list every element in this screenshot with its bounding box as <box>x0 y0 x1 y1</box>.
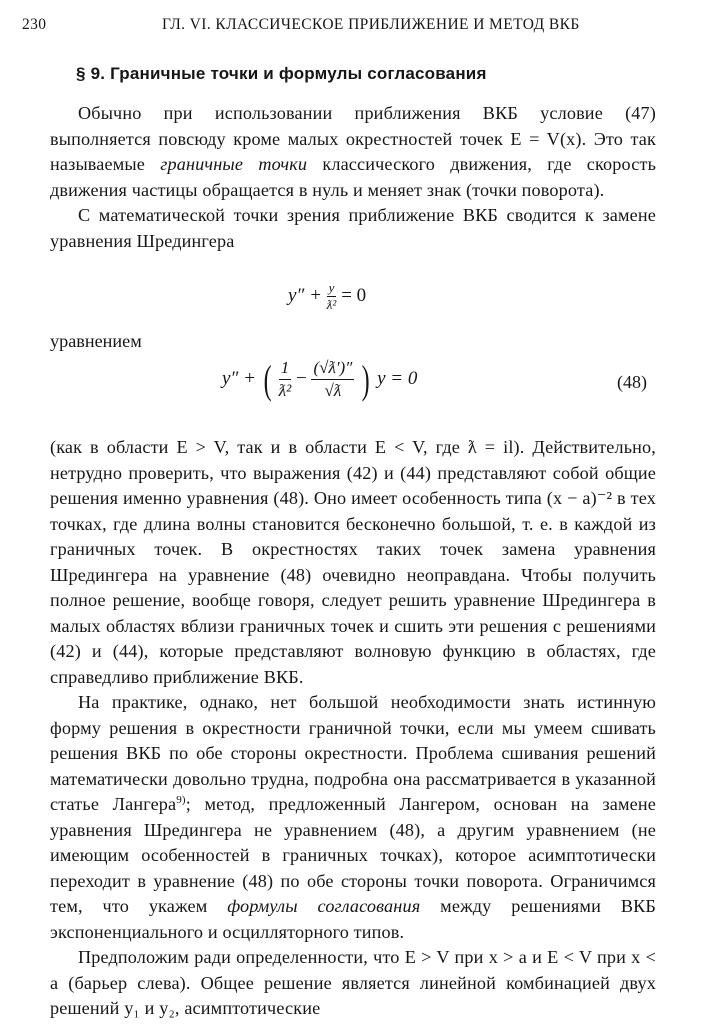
eq48-f2-denominator: √ƛ <box>324 381 342 400</box>
section-title: § 9. Граничные точки и формулы согласования <box>76 64 487 83</box>
main-text <box>50 435 656 1022</box>
eq1-numerator: y <box>328 280 335 295</box>
eq48-minus: − <box>296 367 307 389</box>
paragraph-4 <box>50 690 656 945</box>
p4-text-a: На практике, однако, нет большой необходимости знать истинную форму решения в окрестности граничной точки, если мы умеем сшивать решения ВКБ по обе стороны окрестности. Проблема сшивания решений математически довольно трудна, подробна она рассматривается в указанной статье Лангера <box>50 692 656 814</box>
p1-text-b: классического движения, где скорость движения частицы обращается в нуль и меняет знак (точки поворота). <box>50 154 657 200</box>
equation-number: (48) <box>617 372 647 392</box>
paragraph-1 <box>50 101 656 203</box>
eq1-rhs: = 0 <box>341 284 367 306</box>
running-head <box>22 16 662 40</box>
eq48-fraction-2 <box>311 357 354 402</box>
eq48-fraction-1 <box>279 357 292 402</box>
intro-text <box>50 101 656 254</box>
eq48-f2-numerator: (√ƛ′)″ <box>311 357 354 380</box>
eq48-lhs: y″ + <box>222 367 256 389</box>
footnote-ref: 9) <box>176 794 186 806</box>
p1-emphasis: граничные точки <box>160 154 308 174</box>
p1-text-a: Обычно при использовании приближения ВКБ условие (47) выполняется повсюду кроме малых окрестностей точек E = V(x). Это так называемые <box>50 103 656 174</box>
eq1-fraction <box>327 280 337 313</box>
right-paren: ) <box>361 356 370 402</box>
page-number: 230 <box>22 16 47 33</box>
eq1-denominator: ƛ² <box>326 297 337 312</box>
equation-schrodinger <box>288 280 366 313</box>
running-title: ГЛ. VI. КЛАССИЧЕСКОЕ ПРИБЛИЖЕНИЕ И МЕТОД ВКБ <box>162 16 580 33</box>
paragraph-5: Предположим ради определенности, что E > V при x > a и E < V при x < a (барьер слева). Общее решение является линейной комбинацией двух решений y₁ и y₂, асимптотические <box>50 947 656 1018</box>
left-paren: ( <box>263 356 272 402</box>
paragraph-2: С математической точки зрения приближение ВКБ сводится к замене уравнения Шредингера <box>50 205 656 251</box>
eq48-f1-denominator: ƛ² <box>278 381 292 400</box>
paragraph-3: (как в области E > V, так и в области E < V, где ƛ = il). Действительно, нетрудно проверить, что выражения (42) и (44) представляют собой общие решения именно уравнения (48). Оно имеет особенность типа (x − a)⁻² в тех точках, где длина волны становится бесконечно большой, т. е. в каждой из граничных точек. В окрестностях таких точек замена уравнения Шредингера на уравнение (48) очевидно неоправдана. Чтобы получить полное решение, вообще говоря, следует решить уравнение Шредингера в малых областях вблизи граничных точек и сшить эти решения с решениями (42) и (44), которые представляют волновую функцию в областях, где справедливо приближение ВКБ. <box>50 437 656 687</box>
eq1-lhs: y″ + <box>288 284 322 306</box>
p4-text-b: ; метод, предложенный Лангером, основан на замене уравнения Шредингера не уравнением (48), а другим уравнением (не имеющим особенностей в граничных точках), которое асимптотически переходит в уравнение (48) по обе стороны точки поворота. Ограничимся тем, что укажем <box>50 794 657 916</box>
eq48-f1-numerator: 1 <box>279 357 292 380</box>
p4-text-c: между решениями ВКБ экспоненциального и осцилляторного типов. <box>50 896 656 942</box>
label-uravneniem: уравнением <box>50 331 142 351</box>
eq48-rhs: y = 0 <box>377 367 418 389</box>
p4-emphasis: формулы согласования <box>227 896 421 916</box>
equation-48 <box>222 357 417 402</box>
